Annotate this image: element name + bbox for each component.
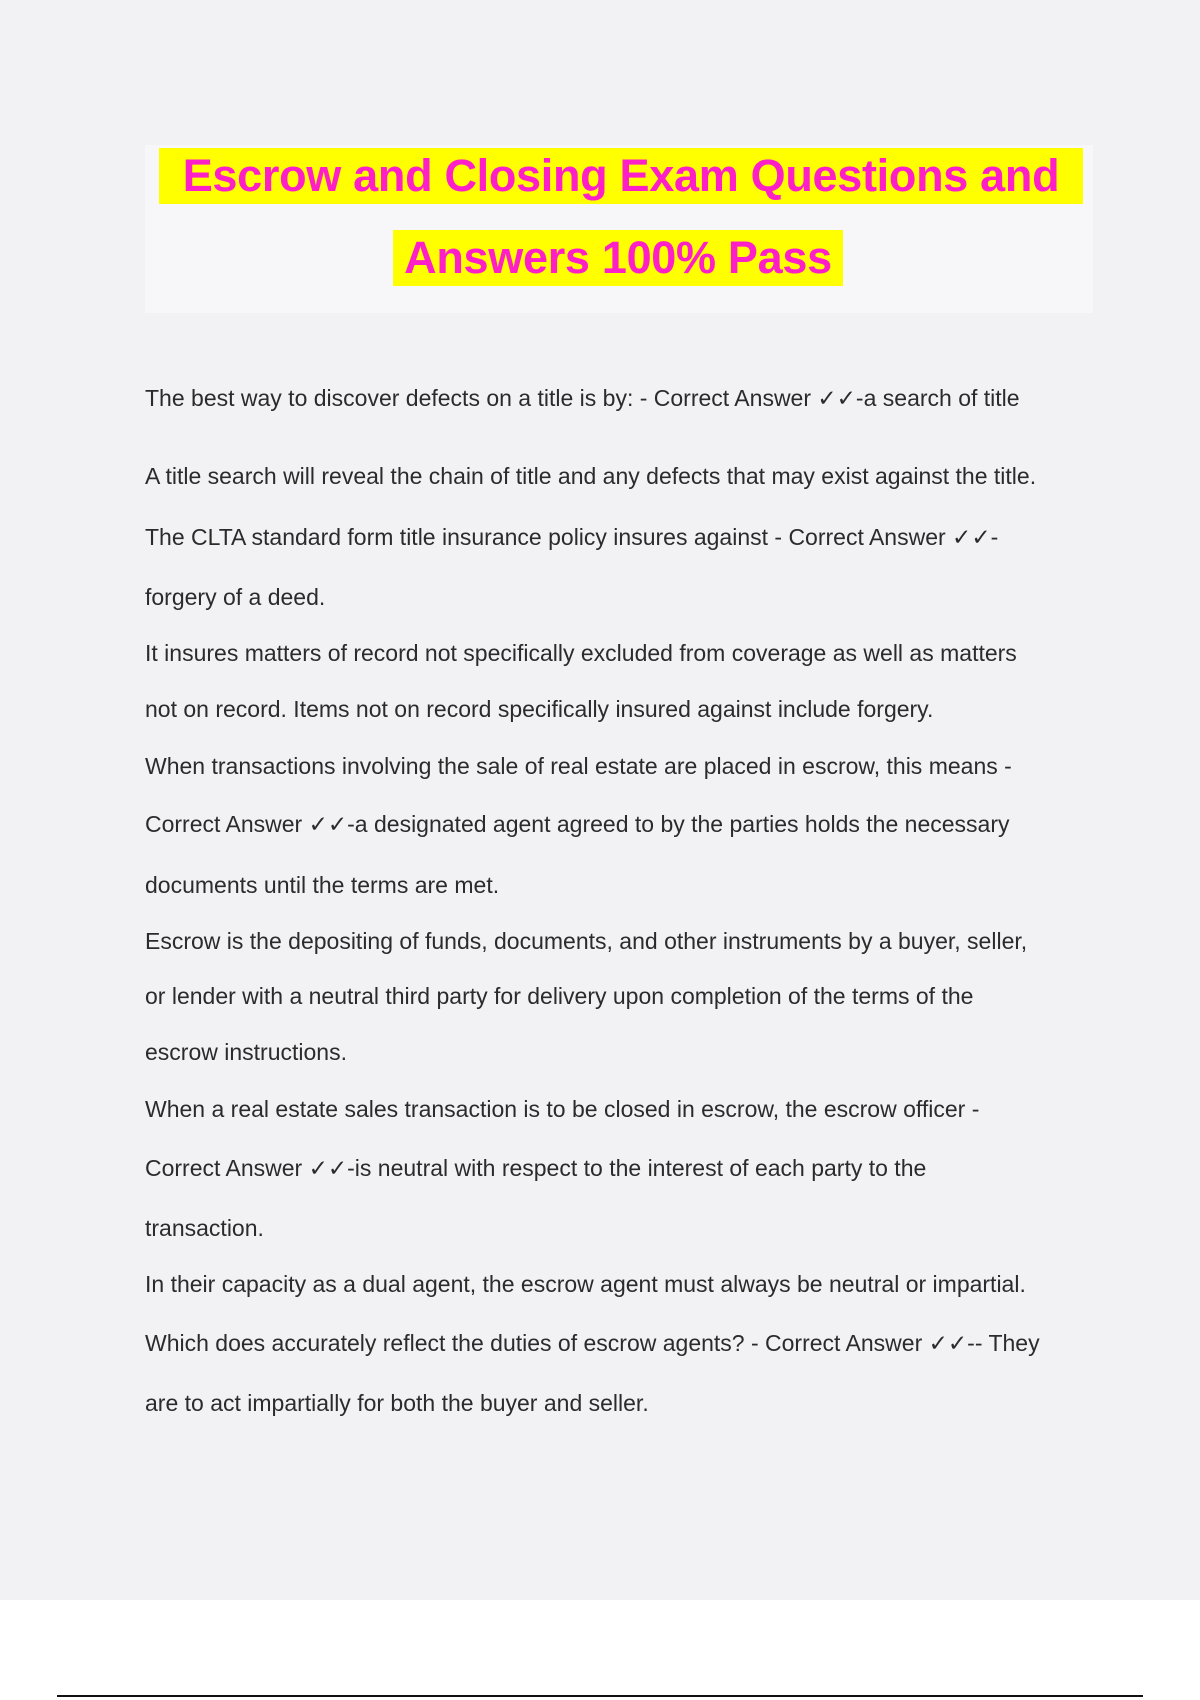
body-line: Escrow is the depositing of funds, documents, and other instruments by a buyer, seller,: [145, 928, 1028, 954]
body-line: Correct Answer ✓✓-is neutral with respect to the interest of each party to the: [145, 1155, 927, 1181]
body-line: documents until the terms are met.: [145, 872, 500, 898]
body-line: The best way to discover defects on a title is by: - Correct Answer ✓✓-a search of title: [145, 385, 1020, 411]
document-title-line-2: Answers 100% Pass: [393, 230, 843, 286]
title-block: [145, 145, 1093, 313]
body-line: When transactions involving the sale of real estate are placed in escrow, this means -: [145, 753, 1012, 779]
body-line: or lender with a neutral third party for delivery upon completion of the terms of the: [145, 983, 974, 1009]
body-line: are to act impartially for both the buyer and seller.: [145, 1390, 649, 1416]
body-line: transaction.: [145, 1215, 264, 1241]
body-line: When a real estate sales transaction is to be closed in escrow, the escrow officer -: [145, 1096, 980, 1122]
body-line: Which does accurately reflect the duties of escrow agents? - Correct Answer ✓✓-- They: [145, 1330, 1040, 1356]
body-line: forgery of a deed.: [145, 584, 326, 610]
body-line: not on record. Items not on record specifically insured against include forgery.: [145, 696, 934, 722]
body-line: It insures matters of record not specifically excluded from coverage as well as matters: [145, 640, 1017, 666]
body-line: escrow instructions.: [145, 1039, 347, 1065]
document-title-line-1: Escrow and Closing Exam Questions and: [159, 148, 1083, 204]
body-line: In their capacity as a dual agent, the escrow agent must always be neutral or impartial.: [145, 1271, 1026, 1297]
footer-divider: [57, 1695, 1143, 1697]
body-line: A title search will reveal the chain of title and any defects that may exist against the title.: [145, 463, 1037, 489]
body-line: The CLTA standard form title insurance policy insures against - Correct Answer ✓✓-: [145, 524, 999, 550]
body-line: Correct Answer ✓✓-a designated agent agreed to by the parties holds the necessary: [145, 811, 1010, 837]
